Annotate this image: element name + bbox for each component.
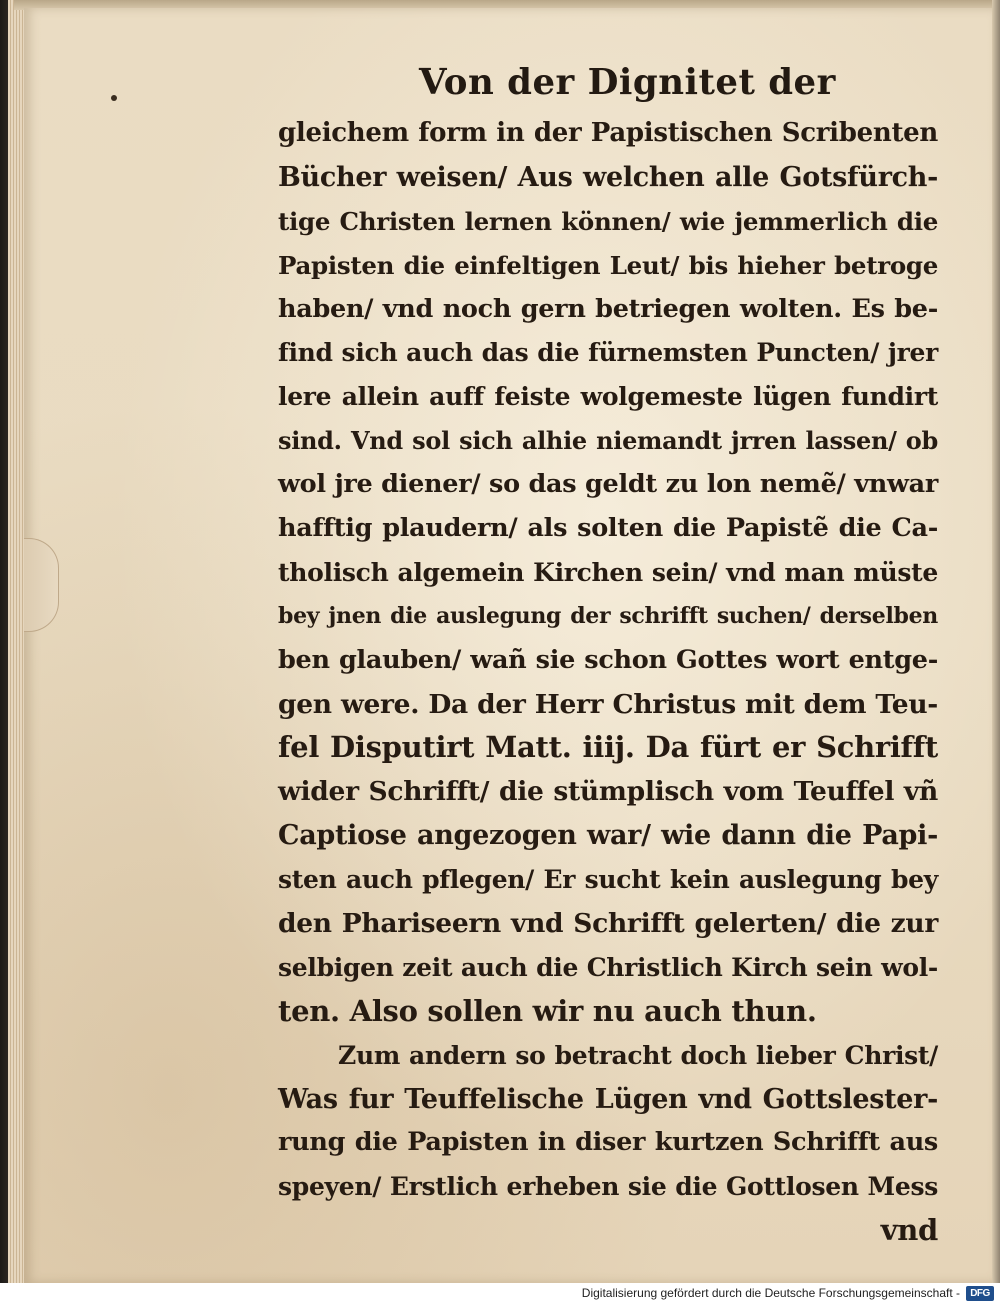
text-line: den Phariseern vnd Schrifft gelerten/ die zur — [278, 908, 938, 940]
text-line: lere allein auff feiste wolgemeste lügen fundirt — [278, 382, 938, 412]
page-tab — [24, 538, 59, 632]
text-line: find sich auch das die fürnemsten Puncten/ jrer — [278, 338, 938, 368]
right-edge — [992, 0, 1000, 1283]
text-line: ben glauben/ wañ sie schon Gottes wort entge- — [278, 644, 938, 675]
text-line: fel Disputirt Matt. iiij. Da fürt er Schrifft — [278, 730, 938, 765]
dfg-logo[interactable]: DFG — [966, 1286, 994, 1301]
text-line: tige Christen lernen können/ wie jemmerlich die — [278, 206, 938, 236]
body-text — [278, 112, 938, 1253]
text-line: Papisten die einfeltigen Leut/ bis hieher betroge — [278, 250, 938, 280]
page-edges — [8, 0, 24, 1283]
text-line: wol jre diener/ so das geldt zu lon nemẽ/ vnwar — [278, 469, 938, 500]
text-line: Zum andern so betracht doch lieber Christ/ — [338, 1040, 938, 1070]
text-line: ten. Also sollen wir nu auch thun. — [278, 993, 817, 1028]
book-page — [24, 8, 992, 1283]
text-line: gen were. Da der Herr Christus mit dem Teu- — [278, 688, 938, 720]
text-line: speyen/ Erstlich erheben sie die Gottlosen Mess — [278, 1172, 938, 1202]
text-line: sten auch pflegen/ Er sucht kein auslegung bey — [278, 865, 938, 895]
text-line: sind. Vnd sol sich alhie niemandt jrren lassen/ ob — [278, 426, 938, 456]
footer-bar — [0, 1283, 1000, 1304]
text-line: tholisch algemein Kirchen sein/ vnd man müste — [278, 557, 938, 587]
text-line: Bücher weisen/ Aus welchen alle Gotsfürch- — [278, 161, 938, 193]
text-line: hafftig plaudern/ als solten die Papistẽ die Ca- — [278, 513, 938, 544]
ink-dot — [111, 95, 117, 101]
page-heading: Von der Dignitet der — [419, 62, 836, 103]
text-line: gleichem form in der Papistischen Scribenten — [278, 118, 938, 148]
catchword: vnd — [880, 1213, 938, 1248]
funding-notice: Digitalisierung gefördert durch die Deutsche Forschungsgemeinschaft - — [581, 1286, 960, 1300]
text-line: wider Schrifft/ die stümplisch vom Teuffel vñ — [278, 776, 938, 808]
text-line: selbigen zeit auch die Christlich Kirch sein wol- — [278, 952, 938, 982]
text-line: Was fur Teuffelische Lügen vnd Gottslester- — [278, 1083, 938, 1115]
text-line: Captiose angezogen war/ wie dann die Papi- — [278, 820, 938, 852]
text-line: haben/ vnd noch gern betriegen wolten. Es be- — [278, 293, 938, 324]
text-line: rung die Papisten in diser kurtzen Schrifft aus — [278, 1127, 938, 1158]
text-line: bey jnen die auslegung der schrifft suchen/ derselben — [278, 602, 938, 629]
